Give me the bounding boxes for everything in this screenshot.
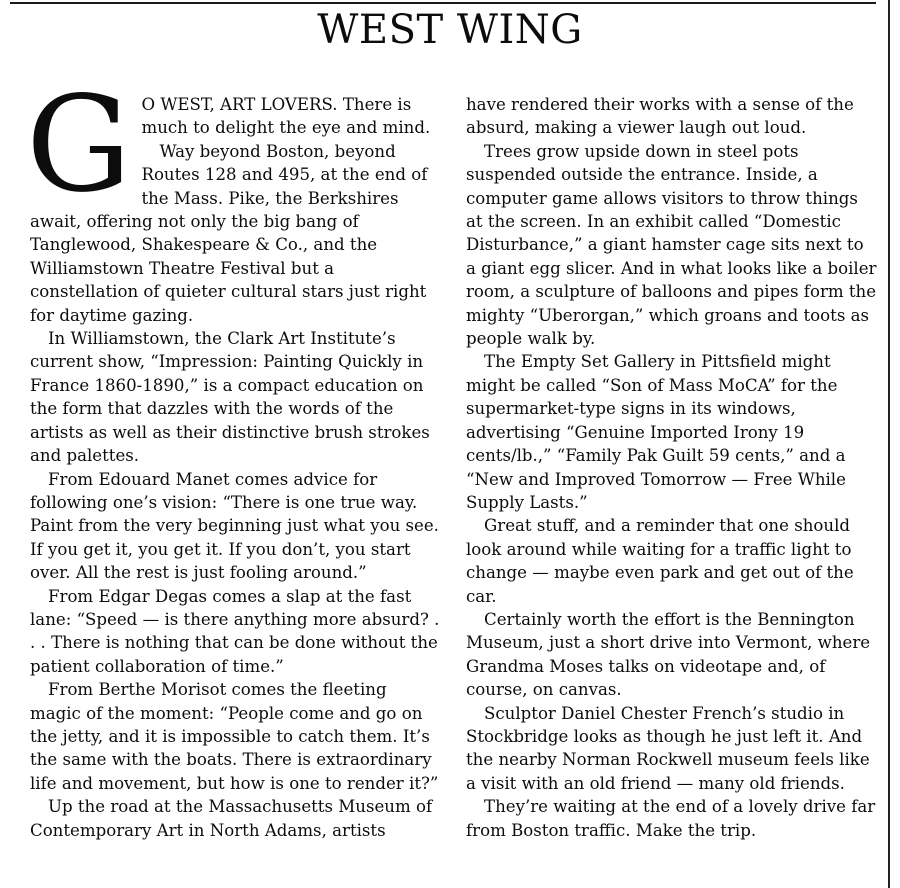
lead-paragraph — [26, 68, 442, 222]
paragraph: Sculptor Daniel Chester French’s studio in Stockbridge looks as though he just left it. And the nearby Norman Rockwell museum feels like a visit with an old friend — many old friends. — [466, 703, 870, 793]
paragraph: From Berthe Morisot comes the fleeting magic of the moment: “People come and go on the jetty, and it is impossible to catch them. It’s the same with the boats. There is extraordinary life and movement, but how is one to render it?” — [30, 680, 439, 793]
paragraph: From Edgar Degas comes a slap at the fast lane: “Speed — is there anything more absurd? . . . There is nothing that can be done without the patient collaboration of time.” — [30, 586, 440, 676]
drop-cap: G — [26, 68, 132, 222]
top-rule — [10, 2, 876, 4]
paragraph: Certainly worth the effort is the Bennington Museum, just a short drive into Vermont, where Grandma Moses talks on videotape and, of course, on canvas. — [466, 609, 871, 700]
paragraph: Up the road at the Massachusetts Museum of Contemporary Art in North Adams, artists — [30, 797, 433, 840]
paragraph: From Edouard Manet comes advice for following one’s vision: “There is one true way. Paint from the very beginning just what you see. If you get it, you get it. If you don’t, you start over. All the rest is just fooling around.” — [30, 469, 439, 583]
headline: WEST WING — [317, 7, 583, 53]
paragraph: Great stuff, and a reminder that one should look around while waiting for a traffic light to change — maybe even park and get out of the car. — [466, 516, 854, 606]
closing-paragraph: They’re waiting at the end of a lovely drive far from Boston traffic. Make the trip. — [466, 797, 876, 840]
paragraph: In Williamstown, the Clark Art Institute’s current show, “Impression: Painting Quickly in France 1860-1890,” is a compact education on the form that dazzles with the words of the artists as well as their distinctive brush strokes and palettes. — [30, 329, 430, 466]
paragraph: Trees grow upside down in steel pots suspended outside the entrance. Inside, a computer game allows visitors to throw things at the screen. In an exhibit called “Domestic Disturbance,” a giant hamster cage sits next to a giant egg slicer. And in what looks like a boiler room, a sculpture of balloons and pipes form the mighty “Uberorgan,” which groans and toots as people walk by. — [466, 141, 877, 349]
right-column-rule — [888, 0, 890, 888]
paragraph: Way beyond Boston, beyond Routes 128 and 495, at the end of the Mass. Pike, the Berkshires await, offering not only the big bang of Tanglewood, Shakespeare & Co., and the Williamstown Theatre Festival but a constellation of quieter cultural stars just right for daytime gazing. — [30, 141, 428, 325]
lead-text: O WEST, ART LOVERS. There is much to delight the eye and mind. — [141, 95, 431, 138]
left-column — [26, 68, 442, 842]
paragraph: The Empty Set Gallery in Pittsfield might might be called “Son of Mass MoCA” for the supermarket-type signs in its windows, advertising “Genuine Imported Irony 19 cents/lb.,” “Family Pak Guilt 59 cents,” and a “New and Improved Tomorrow — Free While Supply Lasts.” — [466, 352, 846, 512]
paragraph-continued: have rendered their works with a sense of the absurd, making a viewer laugh out loud. — [466, 95, 854, 138]
right-column — [466, 93, 878, 842]
